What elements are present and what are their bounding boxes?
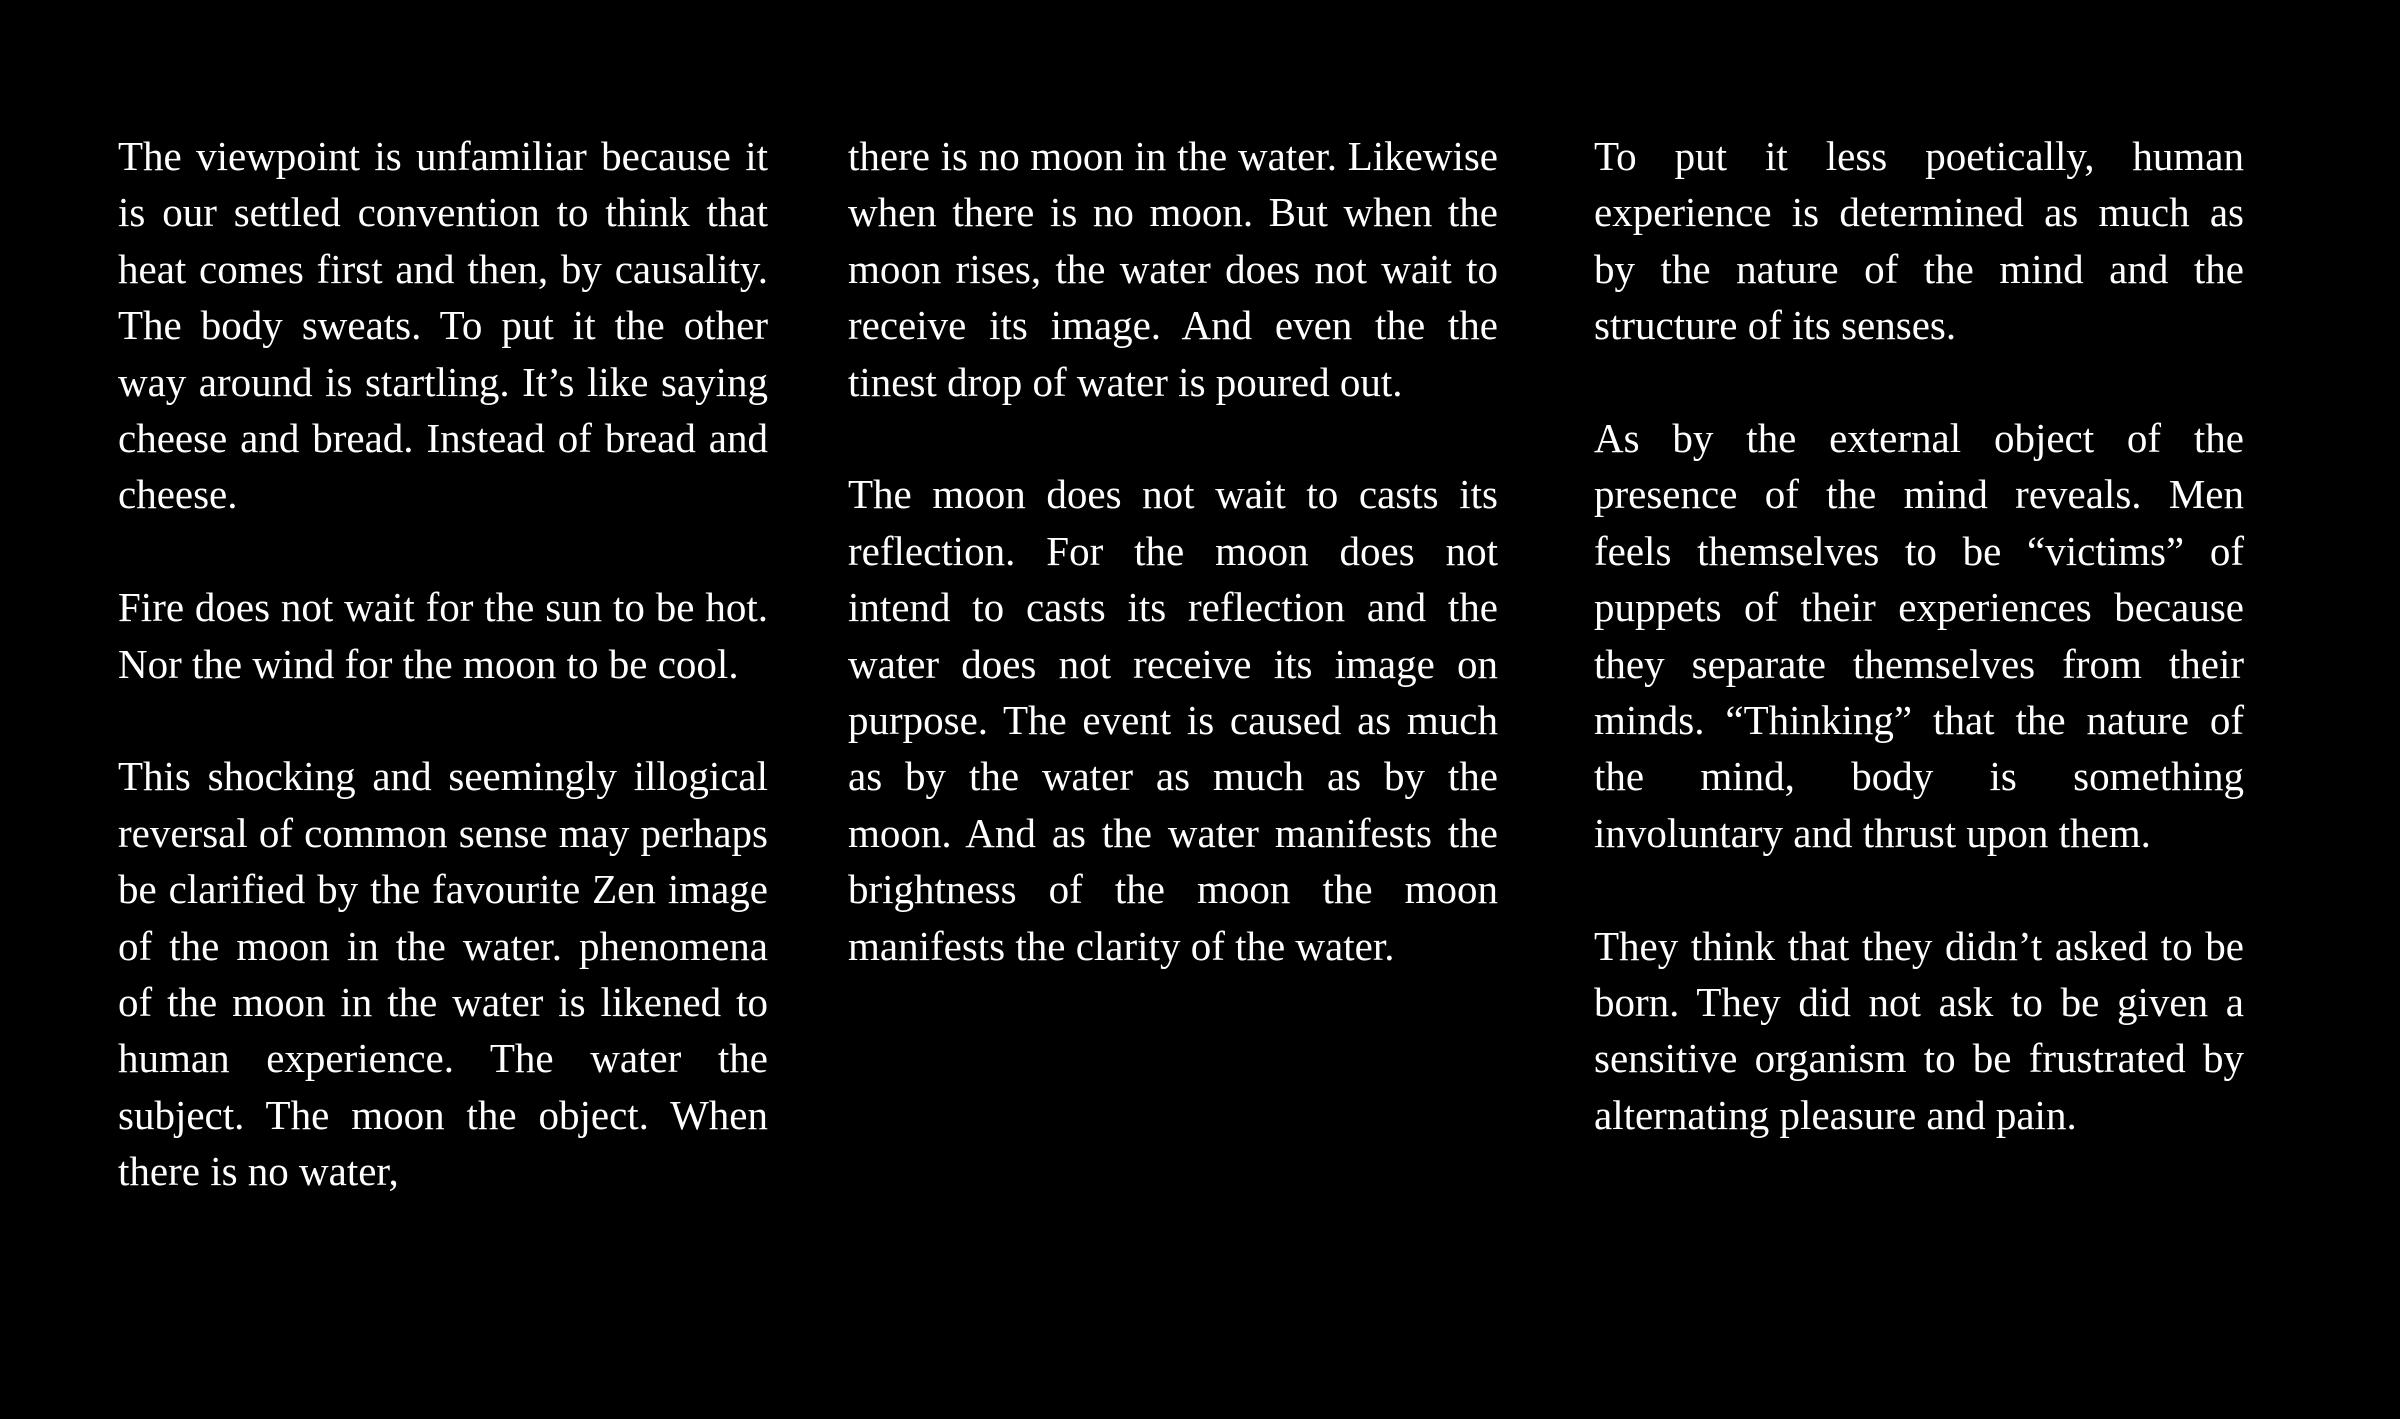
paragraph: To put it less poetically, human experience is determined as much as by the nature of the mind and the structure of its senses. [1594, 133, 2244, 349]
paragraph: They think that they didn’t asked to be born. They did not ask to be given a sensitive organism to be frustrated by alternating pleasure and pain. [1594, 922, 2244, 1138]
text-column-2 [848, 128, 1498, 974]
text-column-1 [118, 128, 768, 1200]
text-column-3 [1594, 128, 2244, 1143]
paragraph: As by the external object of the presence of the mind reveals. Men feels themselves to be “victims” of puppets of their experiences because they separate themselves from their minds. “Thinking” that the nature of the mind, body is something involuntary and thrust upon them. [1594, 415, 2244, 856]
paragraph: The viewpoint is unfamiliar because it is our settled convention to think that heat comes first and then, by causality. The body sweats. To put it the other way around is startling. It’s like saying cheese and bread. Instead of bread and cheese. [118, 133, 768, 518]
paragraph: Fire does not wait for the sun to be hot. Nor the wind for the moon to be cool. [118, 584, 768, 687]
paragraph: The moon does not wait to casts its reflection. For the moon does not intend to casts its reflection and the water does not receive its image on purpose. The event is caused as much as by the water as much as by the moon. And as the water manifests the brightness of the moon the moon manifests the clarity of the water. [848, 471, 1498, 969]
paragraph: This shocking and seemingly illogical reversal of common sense may perhaps be clarified by the favourite Zen image of the moon in the water. phenomena of the moon in the water is likened to human experience. The water the subject. The moon the object. When there is no water, [118, 753, 768, 1195]
paragraph: there is no moon in the water. Likewise when there is no moon. But when the moon rises, the water does not wait to receive its image. And even the the tinest drop of water is poured out. [848, 133, 1498, 405]
